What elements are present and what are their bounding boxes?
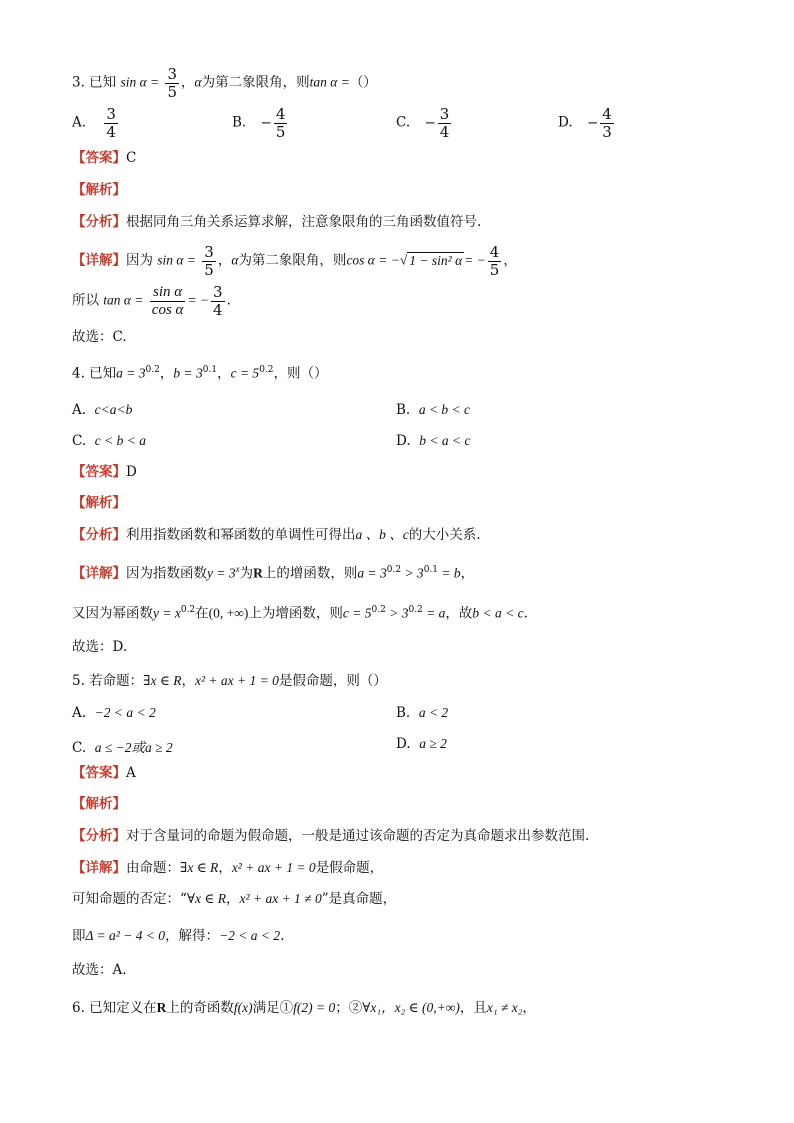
- comma: ，: [181, 673, 195, 689]
- analysis-label: 【解析】: [72, 495, 126, 511]
- xj-text: 可知命题的否定：“: [72, 891, 187, 907]
- ineq2: c = 5: [342, 605, 372, 621]
- frac-denominator: cos α: [151, 301, 184, 318]
- comma: ，: [226, 891, 240, 907]
- q4-stem-text: 4. 已知: [72, 365, 117, 382]
- xj-text: 又因为幂函数: [72, 605, 153, 622]
- frac-numerator: 3: [213, 283, 223, 301]
- comma: ，: [522, 1000, 536, 1016]
- tan-expr: tan α =: [103, 292, 144, 308]
- q5-answer: [72, 767, 136, 781]
- a-def: a = 3: [116, 365, 146, 381]
- xiangjie-label: 【详解】: [72, 252, 126, 269]
- q3-stem-text: 3. 已知: [72, 74, 117, 91]
- option-letter: A.: [72, 114, 87, 131]
- ineq2-exp2: 0.2: [408, 605, 423, 615]
- q3-answer: [72, 152, 136, 166]
- option-letter: B.: [396, 705, 411, 721]
- fenxi-text-2: 的大小关系.: [408, 527, 481, 543]
- conclusion-text: 故选：C.: [72, 329, 127, 345]
- q3-option-b: [232, 106, 289, 140]
- q4-option-a: [72, 402, 132, 418]
- analysis-label: 【解析】: [72, 182, 126, 198]
- q3-tan-expr: tan α =: [309, 74, 350, 90]
- q6-stem-text: 6. 已知定义在: [72, 1000, 157, 1016]
- sin-expr: sin α =: [157, 252, 196, 268]
- option-text: a ≥ 2: [419, 736, 447, 751]
- period: .: [280, 928, 285, 944]
- frac-denominator: 4: [439, 122, 450, 141]
- frac-denominator: 4: [106, 122, 116, 141]
- ineq1: a = 3: [357, 565, 387, 581]
- fenxi-text: 对于含量词的命题为假命题，一般是通过该命题的否定为真命题求出参数范围.: [126, 828, 590, 844]
- cos-expr: cos α = −: [346, 252, 400, 268]
- frac-denominator: 5: [167, 82, 178, 101]
- option-letter: D.: [396, 433, 411, 449]
- q4-answer: [72, 466, 137, 480]
- eq-neg: = −: [464, 252, 486, 268]
- xj-text-4: ，故: [445, 605, 473, 622]
- xiangjie-label: 【详解】: [72, 565, 126, 582]
- option-letter: D.: [558, 114, 573, 131]
- q6-stem-text-4: ；②: [335, 1000, 363, 1016]
- q5-xiangjie-line2: [72, 892, 396, 907]
- xj-text: 由命题：: [126, 860, 180, 876]
- period: .: [523, 605, 528, 622]
- xj-text-2: 为: [239, 565, 254, 582]
- option-letter: A.: [72, 402, 87, 418]
- interval: (0, +∞): [208, 605, 249, 621]
- q3-option-a: [72, 106, 120, 140]
- q5-fenxi: [72, 830, 589, 844]
- ineq2-mid: > 3: [385, 605, 409, 621]
- xj-text-2: ，解得：: [165, 928, 220, 944]
- answer-label: 【答案】: [72, 150, 126, 166]
- analysis-label: 【解析】: [72, 796, 126, 812]
- option-text: −2 < a < 2: [94, 705, 156, 720]
- q5-xiangjie: [72, 861, 383, 876]
- option-text: c < b < a: [94, 433, 146, 448]
- option-letter: D.: [396, 736, 411, 752]
- q5-option-c: [72, 736, 173, 756]
- frac-numerator: 3: [106, 105, 116, 123]
- f2-expr: f(2) = 0: [293, 1000, 336, 1015]
- q5-option-a: [72, 705, 156, 721]
- option-letter: C.: [72, 433, 87, 449]
- equation: x² + ax + 1 = 0: [194, 673, 279, 688]
- xj-text-2: ”是真命题，: [321, 891, 397, 907]
- delta-expr: Δ = a² − 4 < 0: [85, 928, 166, 943]
- q5-option-b: [396, 705, 448, 721]
- c-def: c = 5: [230, 365, 260, 381]
- q5-option-d: [396, 736, 447, 752]
- frac-numerator: 3: [439, 105, 450, 123]
- ineq2-exp: 0.2: [371, 605, 386, 615]
- frac-numerator: 3: [204, 243, 214, 261]
- xj-text: 所以: [72, 292, 99, 309]
- exists-expr: ∃x ∈ R: [143, 673, 182, 688]
- fx-expr: f(x): [233, 1000, 253, 1015]
- xj-text-3: 上为增函数，则: [248, 605, 343, 622]
- fenxi-text: 根据同角三角关系运算求解，注意象限角的三角函数值符号.: [126, 214, 482, 230]
- xj-text: 因为: [126, 252, 153, 269]
- q6-stem: [72, 1001, 536, 1016]
- q3-fenxi: [72, 216, 481, 230]
- fenxi-vars: a 、b 、c: [355, 527, 409, 542]
- q4-conclusion: [72, 641, 127, 655]
- sqrt-body: 1 − sin² α: [409, 252, 463, 268]
- conclusion-text: 故选：A.: [72, 962, 127, 978]
- xj-text-3: 上的增函数，则: [262, 565, 358, 582]
- option-letter: A.: [72, 705, 87, 721]
- option-sign: −: [586, 114, 599, 131]
- xj-text: 即: [72, 928, 86, 944]
- reals-symbol: R: [156, 1000, 167, 1015]
- q5-xiangjie-line3: [72, 929, 284, 944]
- frac-numerator: 4: [275, 105, 286, 123]
- frac-numerator: 4: [602, 105, 612, 123]
- answer-label: 【答案】: [72, 765, 126, 781]
- option-text: a < 2: [418, 705, 449, 720]
- conclusion-text: 故选：D.: [72, 639, 128, 655]
- pow-fn: y = x: [153, 605, 181, 621]
- frac-denominator: 5: [204, 260, 214, 279]
- q4-stem-end: ，则（）: [273, 365, 328, 382]
- fenxi-text: 利用指数函数和幂函数的单调性可得出: [126, 527, 356, 543]
- exists-expr: ∃x ∈ R: [180, 860, 219, 875]
- ineq2-end: = a: [422, 605, 446, 621]
- equation: x² + ax + 1 = 0: [231, 860, 316, 875]
- b-exp: 0.1: [202, 365, 218, 375]
- xj-text: 因为指数函数: [126, 565, 207, 582]
- xiangjie-label: 【详解】: [72, 860, 126, 876]
- option-letter: C.: [72, 740, 87, 756]
- q4-option-b: [396, 402, 470, 418]
- ineq1-mid: > 3: [401, 565, 424, 581]
- ineq1-exp: 0.2: [386, 565, 402, 575]
- frac-numerator: 3: [167, 65, 178, 83]
- forall-expr: ∀x ∈ R: [186, 891, 227, 906]
- reals-symbol: R: [253, 565, 263, 581]
- y-eq: y = 3: [207, 565, 236, 581]
- frac-denominator: 4: [213, 300, 223, 319]
- range-expr: −2 < a < 2: [219, 928, 281, 943]
- q5-stem-text: 5. 若命题：: [72, 673, 144, 689]
- neq-expr: x₁ ≠ x₂: [486, 1000, 523, 1015]
- answer-label: 【答案】: [72, 464, 126, 480]
- option-text: a < b < c: [418, 402, 471, 417]
- fenxi-label: 【分析】: [72, 527, 126, 543]
- q3-stem-text-2: 为第二象限角，则: [201, 74, 310, 91]
- fenxi-label: 【分析】: [72, 214, 126, 230]
- answer-value: C: [126, 150, 137, 166]
- answer-value: A: [126, 765, 136, 781]
- option-text: c<a<b: [94, 402, 133, 417]
- q3-sin-expr: sin α =: [120, 74, 160, 90]
- q5-conclusion: [72, 964, 127, 978]
- option-letter: B.: [232, 114, 247, 131]
- q3-stem-paren: （）: [349, 74, 377, 91]
- q3-xiangjie: 【详解】因为 sin α = $\frac{3}{5}$ ，α为第二象限角，则cos α = −√ 1 − sin² α = − $\frac{4}{5}$ ，: [72, 243, 517, 279]
- q3-alpha: α: [194, 74, 202, 90]
- y-exp: x: [235, 564, 240, 574]
- final-ineq: b < a < c: [472, 605, 524, 621]
- frac-denominator: 5: [489, 260, 500, 279]
- frac-numerator: sin α: [150, 284, 186, 302]
- q5-analysis-heading: [72, 798, 126, 812]
- alpha: α: [231, 252, 239, 268]
- q6-stem-text-3: 满足①: [252, 1000, 294, 1016]
- q4-analysis-heading: [72, 497, 126, 511]
- q3-conclusion: [72, 331, 127, 345]
- q3-frac-3-5: [165, 66, 179, 100]
- fenxi-label: 【分析】: [72, 828, 126, 844]
- option-letter: B.: [396, 402, 411, 418]
- option-letter: C.: [396, 114, 411, 131]
- pow-exp: 0.2: [180, 605, 196, 615]
- c-exp: 0.2: [259, 365, 274, 375]
- q3-analysis-heading: [72, 184, 126, 198]
- q4-stem: 4. 已知$a = 3^{0.2}$，$b = 3^{0.1}$，$c = 5^{0.2}$，则（）: [72, 365, 328, 382]
- a-exp: 0.2: [145, 365, 160, 375]
- q3-option-d: [558, 106, 616, 140]
- q3-option-c: [396, 106, 453, 140]
- b-def: b = 3: [173, 365, 203, 381]
- frac-denominator: 5: [275, 122, 286, 141]
- comma: ，: [460, 565, 475, 582]
- option-sign: −: [424, 114, 436, 131]
- period: .: [226, 292, 231, 309]
- q4-xiangjie: [72, 565, 474, 581]
- q5-stem-end: 是假命题，则（）: [278, 673, 387, 689]
- q4-xiangjie-line2: [72, 606, 528, 621]
- q3-xiangjie-line2: 所以 tan α = $\frac{\text{sin α}}{\text{cos α}}$ = − $\frac{3}{4}$ .: [72, 283, 231, 319]
- comma: ，: [218, 860, 232, 876]
- xj-text-2: 在: [195, 605, 209, 622]
- frac-denominator: 3: [602, 122, 612, 141]
- q6-stem-text-2: 上的奇函数: [166, 1000, 234, 1016]
- xj-text-2: 为第二象限角，则: [238, 252, 347, 269]
- q6-stem-text-5: ，且: [459, 1000, 487, 1016]
- q5-stem: [72, 674, 387, 689]
- option-sign: −: [260, 114, 272, 131]
- option-text: b < a < c: [419, 433, 471, 448]
- answer-value: D: [126, 464, 137, 480]
- q3-stem: 3. 已知 sin α = $\frac{3}{5}$ ，α为第二象限角，则tan α =（）: [72, 65, 377, 101]
- frac-numerator: 4: [489, 243, 500, 261]
- option-text: a ≤ −2或a ≥ 2: [94, 740, 173, 755]
- xj-text-2: 是假命题，: [315, 860, 384, 876]
- q4-option-c: [72, 433, 146, 449]
- ineq1-exp2: 0.1: [423, 565, 439, 575]
- q4-fenxi: [72, 528, 481, 543]
- cond-expr: ∀x₁，x₂ ∈ (0,+∞): [362, 1000, 460, 1015]
- neq-expr: x² + ax + 1 ≠ 0: [239, 891, 322, 906]
- q4-option-d: [396, 433, 470, 449]
- ineq1-end: = b: [438, 565, 461, 581]
